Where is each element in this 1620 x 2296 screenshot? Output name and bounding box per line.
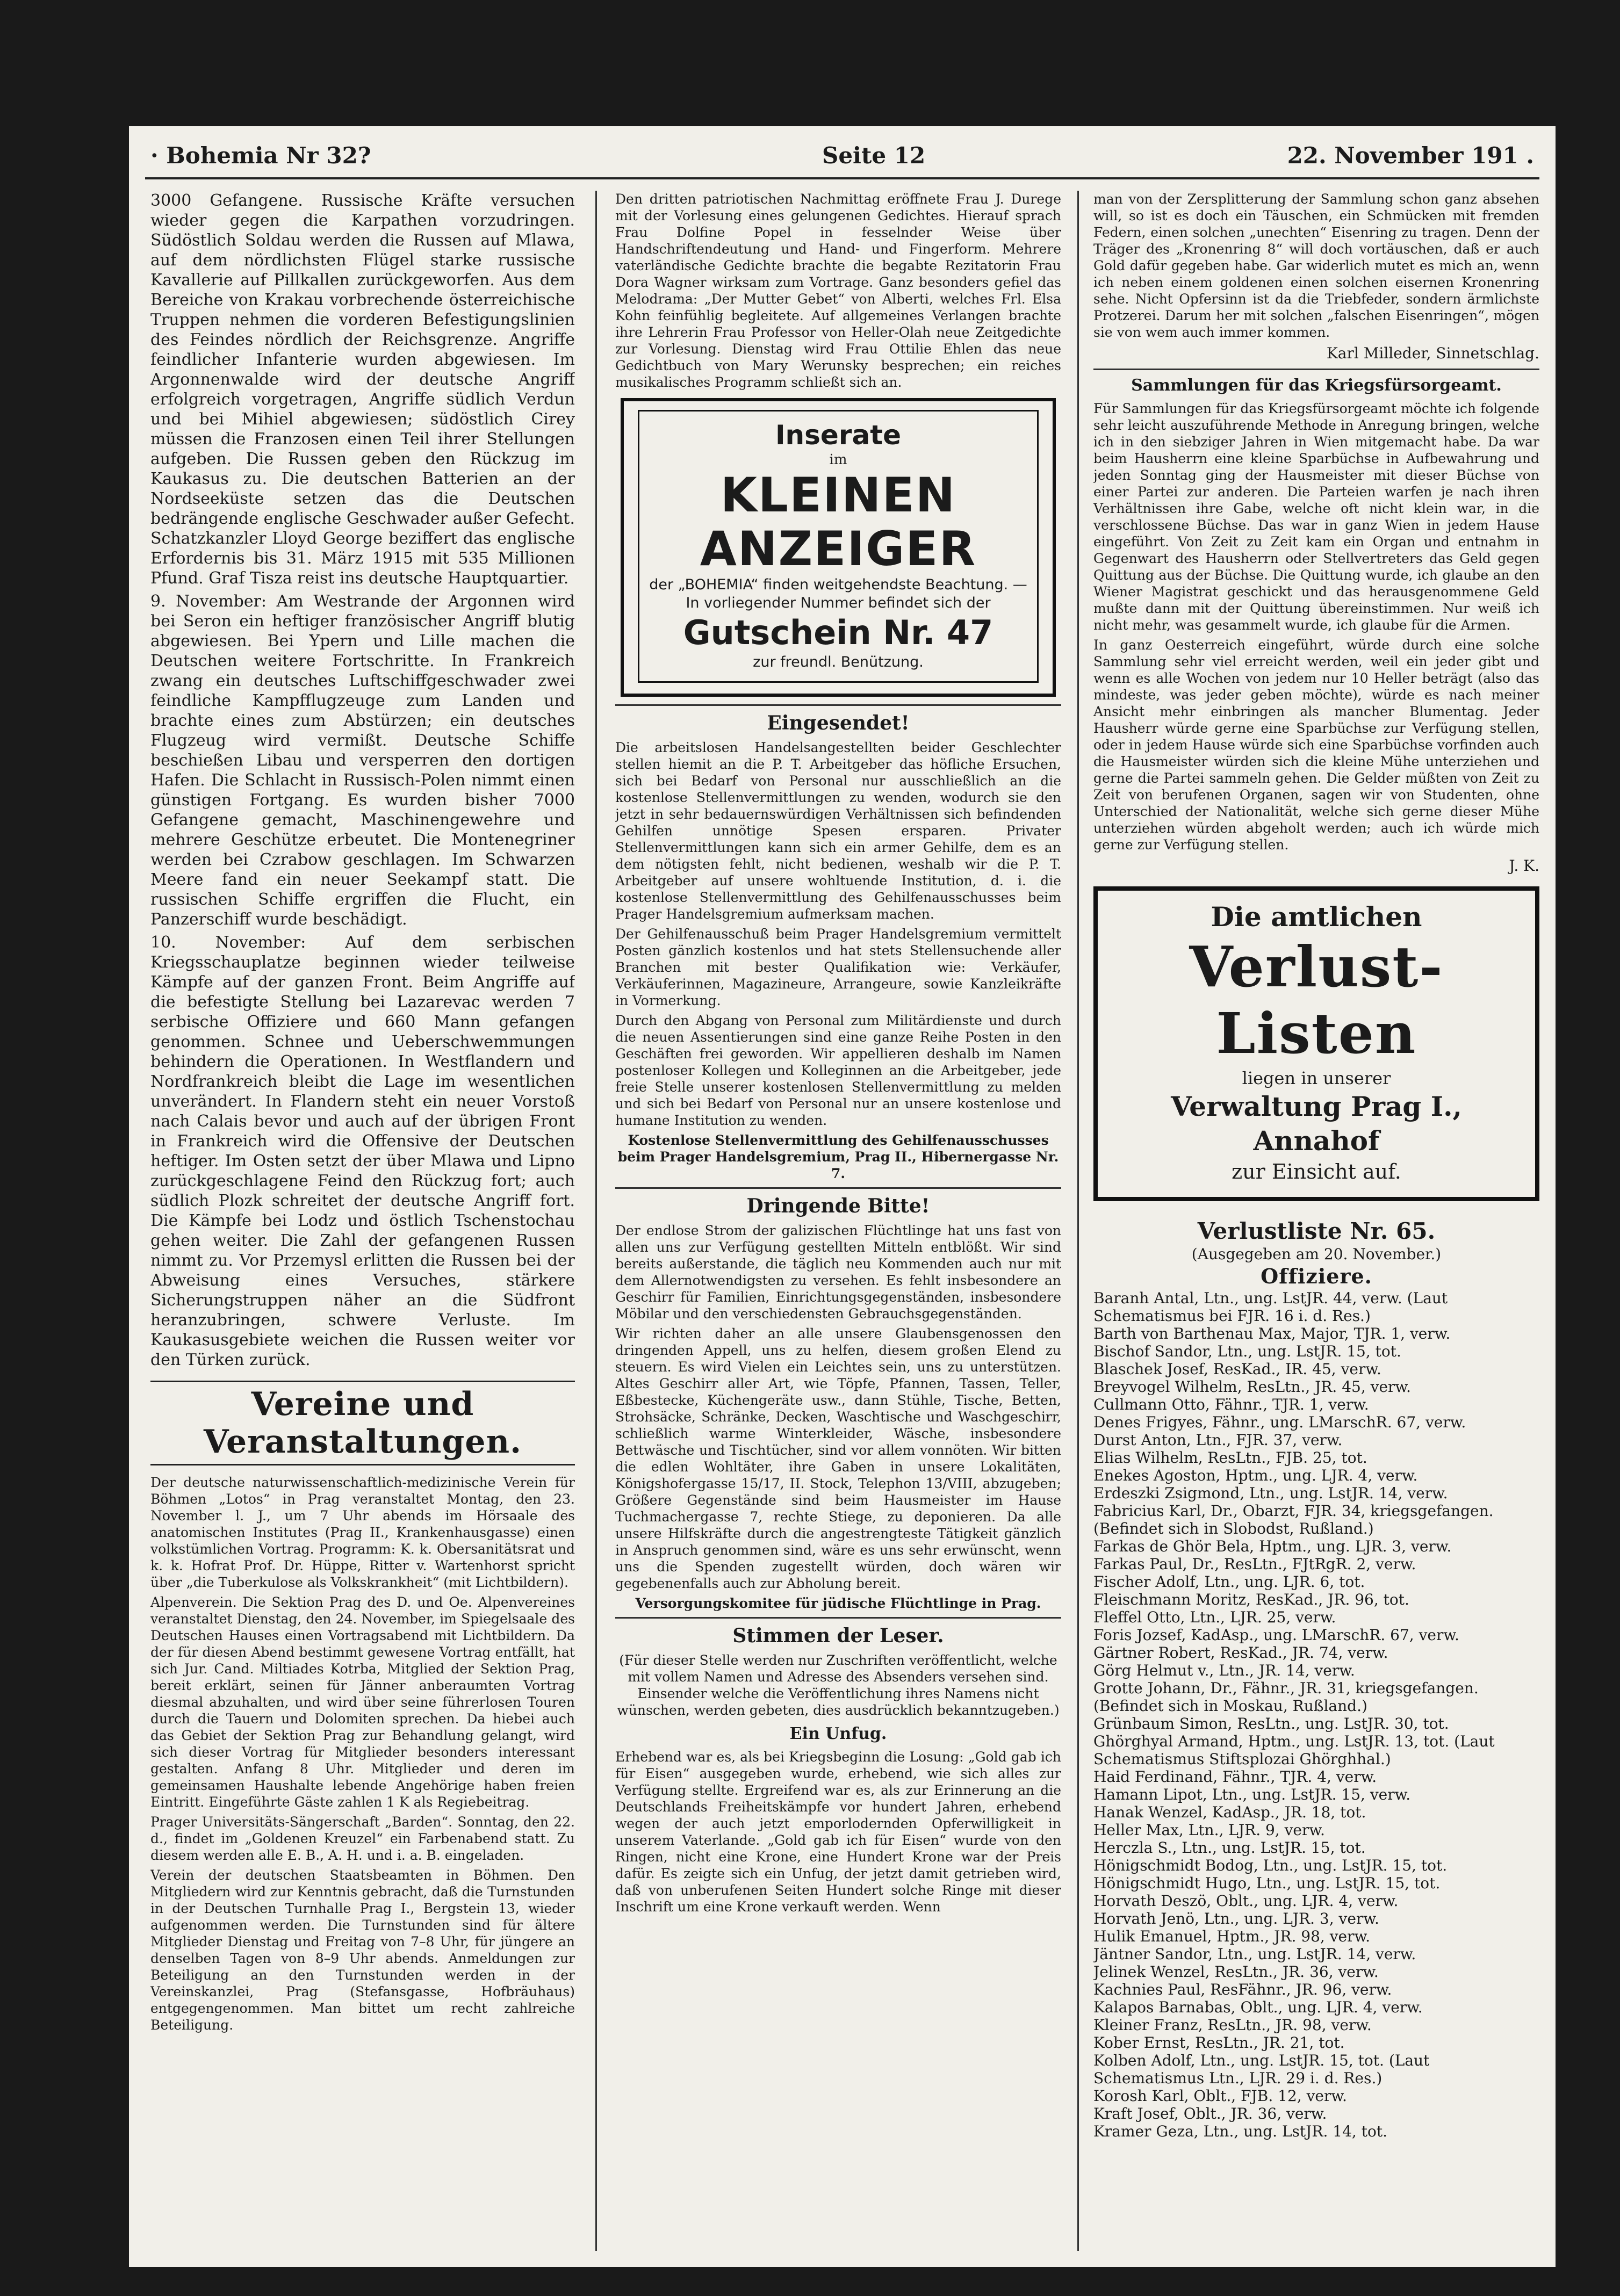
article-signature: Kostenlose Stellenvermittlung des Gehilfenausschusses beim Prager Handelsgremium, Prag II., Hibernergasse Nr. 7. <box>617 1132 1059 1181</box>
ad-title: KLEINEN ANZEIGER <box>700 467 977 576</box>
club-notice: Prager Universitäts-Sängerschaft „Barden“. Sonntag, den 22. d., findet im „Goldenen Kreuzel“ ein Farbenabend statt. Zu diesem werden alle E. B., A. H. und i. a. B. eingeladen. <box>150 1814 575 1863</box>
casualty-list <box>1093 1289 1539 2140</box>
article-paragraph: man von der Zersplitterung der Sammlung schon ganz absehen will, so ist es doch ein Täuschen, ein Schmücken mit fremden Federn, einen solchen „unechten“ Eisenring zu tragen. Denn der Träger des „Kronenring 8“ will doch vortäuschen, daß er auch Gold dafür gegeben habe. Gar widerlich mutet es mich an, wenn ich neben einem goldenen einen solchen eisernen Kronenring sehe. Nicht Opfersinn ist da die Triebfeder, sondern ärmlichste Protzerei. Darum her mit solchen „falschen Eisenringen“, mögen sie von wem auch immer kommen. <box>1093 191 1539 340</box>
list-item: Fleischmann Moritz, ResKad., JR. 96, tot. <box>1093 1591 1409 1608</box>
list-item: Barth von Barthenau Max, Major, TJR. 1, verw. <box>1093 1325 1451 1342</box>
list-item: Grünbaum Simon, ResLtn., ung. LstJR. 30, tot. <box>1093 1715 1449 1732</box>
classified-ad <box>621 398 1056 697</box>
article-paragraph: Den dritten patriotischen Nachmittag eröffnete Frau J. Durege mit der Vorlesung eines gelungenen Gedichtes. Hierauf sprach Frau Dolfine Popel in fesselnder Weise über Handschriftendeutung und Hand- und Fingerform. Mehrere vaterländische Gedichte brachte die begabte Rezitatorin Frau Dora Wagner wirksam zum Vortrage. Ganz besonders gefiel das Melodrama: „Der Mutter Gebet“ von Alberti, welches Frl. Elsa Kohn feinfühlig begleitete. Auf allgemeines Verlangen brachte ihre Lehrerin Frau Professor von Heller-Olah neue Zeitgedichte zur Vorlesung. Dienstag wird Frau Ottilie Ehlen das neue Gedichtbuch von Mary Werunsky besprechen; ein reiches musikalisches Programm schließt sich an. <box>615 191 1061 390</box>
article-signature: Karl Milleder, Sinnetschlag. <box>1326 344 1539 362</box>
club-notice: Der deutsche naturwissenschaftlich-medizinische Verein für Böhmen „Lotos“ in Prag veranstaltet Montag, den 23. November l. J., um 7 Uhr abends im Hörsaale des anatomischen Institutes (Prag II., Krankenhausgasse) einen volkstümlichen Vortrag. Programm: K. k. Obersanitätsrat und k. k. Hofrat Prof. Dr. Hüppe, Ritter v. Wartenhorst spricht über „die Tuberkulose als Volkskrankheit“ (mit Lichtbildern). <box>150 1475 575 1590</box>
section-title: Vereine und Veranstaltungen. <box>150 1381 575 1465</box>
ad-text: liegen in unserer <box>1242 1068 1391 1088</box>
divider <box>615 1187 1061 1189</box>
article-paragraph: Der Gehilfenausschuß beim Prager Handelsgremium vermittelt Posten gänzlich kostenlos und hat stets Stellensuchende aller Branchen mit bester Qualifikation wie: Verkäufer, Verkäuferinnen, Magazineure, Arrangeure, sowie Kanzleikräfte in Vormerkung. <box>615 926 1061 1008</box>
list-item: Hanak Wenzel, KadAsp., JR. 18, tot. <box>1093 1803 1366 1821</box>
ad-title: Verlust-Listen <box>1189 934 1444 1066</box>
list-item: Fleffel Otto, Ltn., LJR. 25, verw. <box>1093 1608 1336 1626</box>
editor-note: (Für dieser Stelle werden nur Zuschriften veröffentlicht, welche mit vollem Namen und Adresse des Absenders versehen sind. Einsender welche die Veröffentlichung ihres Namens nicht wünschen, werden gebeten, dies ausdrücklich bekanntzugeben.) <box>617 1652 1060 1718</box>
ad-text: Verwaltung Prag I., Annahof <box>1171 1091 1462 1157</box>
club-notice: Verein der deutschen Staatsbeamten in Böhmen. Den Mitgliedern wird zur Kenntnis gebracht, daß die Turnstunden in der Deutschen Turnhalle Prag I., Bergstein 13, wieder aufgenommen werden. Die Turnstunden sind für ältere Mitglieder Dienstag und Freitag von 7–8 Uhr, für jüngere an denselben Tagen von 8–9 Uhr abends. Anmeldungen zur Beteiligung an den Turnstunden werden in der Vereinskanzlei, Prag (Stefansgasse, Hofbräuhaus) entgegengenommen. Man bittet um recht zahlreiche Beteiligung. <box>150 1867 575 2033</box>
list-item: Herczla S., Ltn., ung. LstJR. 15, tot. <box>1093 1839 1366 1857</box>
casualty-list-date: (Ausgegeben am 20. November.) <box>1191 1245 1442 1263</box>
article-paragraph: In ganz Oesterreich eingeführt, würde durch eine solche Sammlung sehr viel erreicht werden, weil ein jeder gibt und wenn es alle Wochen von jedem nur 10 Heller beträgt (also das mindeste, was jeder geben möchte), würde es nach meiner Ansicht mehr einbringen als mancher Blumentag. Jeder Hausherr würde gerne eine Sparbüchse zur Verfügung stellen, oder in jedem Hause würde sich eine Sparbüchse vorfinden auch die Hausmeister würden sich die kleine Mühe unterziehen und gerne die Partei sammeln gehen. Die Gelder müßten von Zeit zu Zeit von berufenen Organen, sagen wir von Studenten, ohne Unterschied der Nationalität, welche sich gerne dieser Mühe unterziehen würden abgeholt werden; auch ich würde mich gerne zur Verfügung stellen. <box>1093 637 1539 853</box>
issue-label: · Bohemia Nr 32? <box>150 142 371 169</box>
list-item: Kalapos Barnabas, Oblt., ung. LJR. 4, verw. <box>1093 1998 1423 2016</box>
list-item: Kramer Geza, Ltn., ung. LstJR. 14, tot. <box>1093 2122 1387 2140</box>
list-item: Horvath Jenö, Ltn., ung. LJR. 3, verw. <box>1093 1910 1379 1927</box>
section-title: Eingesendet! <box>767 712 910 734</box>
ad-text: zur Einsicht auf. <box>1232 1160 1401 1183</box>
list-item: Kober Ernst, ResLtn., JR. 21, tot. <box>1093 2034 1345 2052</box>
article-paragraph: Durch den Abgang von Personal zum Militärdienste und durch die neuen Assentierungen sind eine ganze Reihe Posten in den Geschäften frei geworden. Wir appellieren deshalb im Namen postenloser Kollegen und Kolleginnen an die Arbeitgeber, jede freie Stelle unserer kostenlosen Stellenvermittlung zu melden und sich bei Bedarf von Personal nur an unsere kostenlose und humane Institution zu wenden. <box>615 1013 1061 1128</box>
club-notice: Alpenverein. Die Sektion Prag des D. und Oe. Alpenvereines veranstaltet Dienstag, den 24. November, im Spiegelsaale des Deutschen Hauses einen Vortragsabend mit Lichtbildern. Da der für diesen Abend bestimmt gewesene Vortrag entfällt, hat sich Jur. Cand. Miltiades Kotrba, Mitglied der Sektion Prag, bereit erklärt, seinen für Jänner anberaumten Vortrag diesmal abzuhalten, und wird über seine führerlosen Touren durch die Tauern und Dolomiten sprechen. Da hiebei auch das Gebiet der Sektion Prag zur Behandlung gelangt, wird sich dieser Vortrag für Mitglieder besonders interessant gestalten. Anfang 8 Uhr. Mitglieder und deren im gemeinsamen Haushalte lebende Angehörige haben freien Eintritt. Eingeführte Gäste zahlen 1 K als Regiebeitrag. <box>150 1594 575 1810</box>
list-item: Fabricius Karl, Dr., Obarzt, FJR. 34, kriegsgefangen. (Befindet sich in Slobodst, Rußland.) <box>1093 1502 1494 1537</box>
news-paragraph: 3000 Gefangene. Russische Kräfte versuchen wieder gegen die Karpathen vorzudringen. Südöstlich Soldau werden die Russen auf Mlawa, auf dem nördlichsten Flügel starke russische Kavallerie auf Pillkallen zurückgeworfen. Aus dem Bereiche von Krakau vorbrechende österreichische Truppen nehmen die vorderen Befestigungslinien des Feindes nördlich der Reichsgrenze. Angriffe feindlicher Infanterie wurden abgewiesen. Im Argonnenwalde wird der deutsche Angriff erfolgreich vorgetragen, Angriffe südlich Verdun und bei Mihiel abgewiesen; südöstlich Cirey müssen die Franzosen einen Teil ihrer Stellungen aufgeben. Die Russen geben den Rückzug im Kaukasus zu. Die deutschen Batterien an der Nordseeküste setzen das die Deutschen bedrängende englische Geschwader außer Gefecht. Schatzkanzler Lloyd George beziffert das englische Erfordernis bis 31. März 1915 mit 535 Millionen Pfund. Graf Tisza reist ins deutsche Hauptquartier. <box>150 191 575 588</box>
article-paragraph: Wir richten daher an alle unsere Glaubensgenossen den dringenden Appell, uns zu helfen, diesem großen Elend zu steuern. Es wird Vielen ein Leichtes sein, uns zu unterstützen. Altes Geschirr aller Art, wie Töpfe, Pfannen, Tassen, Teller, Eßbestecke, Küchengeräte usw., dann Stühle, Tische, Betten, Strohsäcke, Schränke, Decken, Waschtische und Waschgeschirr, schließlich warme Winterkleider, Wäsche, insbesondere Bettwäsche und Tischtücher, sind vor allem vonnöten. Wir bitten die edlen Wohltäter, ihre Gaben in unsere Lokalitäten, Königshofergasse 15/17, II. Stock, Telephon 13/VIII, abzugeben; Größere Gegenstände sind beim Hausmeister im Hause Tuchmachergasse 7, rechte Stiege, zu deponieren. Da alle unsere Hilfskräfte durch die angestrengteste Tätigkeit gänzlich in Anspruch genommen sind, wäre es uns sehr erwünscht, wenn uns die Spenden zugestellt würden, doch wären wir gegebenenfalls auch zur Abholung bereit. <box>615 1326 1061 1591</box>
column-1 <box>150 191 575 2256</box>
list-item: Fischer Adolf, Ltn., ung. LJR. 6, tot. <box>1093 1573 1365 1591</box>
article-paragraph: Der endlose Strom der galizischen Flüchtlinge hat uns fast von allen uns zur Verfügung gestellten Mitteln entblößt. Wir sind bereits außerstande, die täglich neu Kommenden auch nur mit dem Allernotwendigsten zu versehen. Es fehlt insbesondere an Geschirr für Familien, Einrichtungsgegenständen, insbesondere Möbilar und den verschiedensten Gebrauchsgegenständen. <box>615 1223 1061 1322</box>
divider <box>615 1617 1061 1619</box>
page-header <box>150 137 1534 175</box>
section-title: Stimmen der Leser. <box>732 1624 944 1647</box>
list-item: Cullmann Otto, Fähnr., TJR. 1, verw. <box>1093 1396 1369 1413</box>
ad-text: zur freundl. Benützung. <box>753 654 924 670</box>
article-paragraph: Erhebend war es, als bei Kriegsbeginn die Losung: „Gold gab ich für Eisen“ ausgegeben wurde, erhebend, wie sich alles zur Verfügung stellte. Ergreifend war es, als zur Erinnerung an die Deutschlands Freiheitskämpfe vor hundert Jahren, erhebend wegen der auch jetzt emporlodernden Opferwilligkeit in unserem Vaterlande. „Gold gab ich für Eisen“ wurde von den Ringen, nicht eine Krone, eine Hundert Krone war der Preis dafür. Es zeigte sich ein Unfug, der jetzt damit getrieben wird, daß von unberufenen Seiten Hundert solche Ringe mit dieser Inschrift um eine Krone verkauft werden. Wenn <box>615 1749 1061 1915</box>
list-item: Kachnies Paul, ResFähnr., JR. 96, verw. <box>1093 1981 1392 1998</box>
article-signature: J. K. <box>1509 857 1539 875</box>
list-item: Hönigschmidt Bodog, Ltn., ung. LstJR. 15, tot. <box>1093 1857 1448 1874</box>
list-item: Görg Helmut v., Ltn., JR. 14, verw. <box>1093 1662 1355 1679</box>
list-item: Hamann Lipot, Ltn., ung. LstJR. 15, verw. <box>1093 1786 1411 1803</box>
list-item: Hulik Emanuel, Hptm., JR. 98, verw. <box>1093 1927 1371 1945</box>
column-divider <box>595 191 597 2251</box>
list-item: Jelinek Wenzel, ResLtn., JR. 36, verw. <box>1093 1963 1379 1981</box>
casualty-list-title: Verlustliste Nr. 65. <box>1197 1218 1436 1244</box>
list-item: Baranh Antal, Ltn., ung. LstJR. 44, verw. (Laut Schematismus bei FJR. 16 i. d. Res.) <box>1093 1289 1448 1325</box>
divider <box>1093 369 1539 370</box>
list-item: Durst Anton, Ltn., FJR. 37, verw. <box>1093 1431 1343 1449</box>
subsection-title: Ein Unfug. <box>789 1724 887 1743</box>
divider <box>615 704 1061 706</box>
list-item: Denes Frigyes, Fähnr., ung. LMarschR. 67, verw. <box>1093 1413 1466 1431</box>
list-item: Breyvogel Wilhelm, ResLtn., JR. 45, verw. <box>1093 1378 1411 1396</box>
list-item: Foris Jozsef, KadAsp., ung. LMarschR. 67, verw. <box>1093 1626 1459 1644</box>
list-item: Ghörghyal Armand, Hptm., ung. LstJR. 13, tot. (Laut Schematismus Stiftsplozai Ghörghhal.) <box>1093 1732 1495 1768</box>
list-item: Kleiner Franz, ResLtn., JR. 98, verw. <box>1093 2016 1372 2034</box>
list-item: Enekes Agoston, Hptm., ung. LJR. 4, verw. <box>1093 1467 1418 1484</box>
newspaper-page <box>129 126 1556 2267</box>
ad-heading: Inserate <box>775 420 902 451</box>
list-item: Jäntner Sandor, Ltn., ung. LstJR. 14, verw. <box>1093 1945 1416 1963</box>
list-item: Kraft Josef, Oblt., JR. 36, verw. <box>1093 2105 1327 2122</box>
list-item: Farkas Paul, Dr., ResLtn., FJtRgR. 2, verw. <box>1093 1555 1416 1573</box>
section-title: Sammlungen für das Kriegsfürsorgeamt. <box>1131 376 1502 395</box>
column-2 <box>615 191 1061 2256</box>
ad-heading: Die amtlichen <box>1211 901 1422 933</box>
ad-text: im <box>829 452 847 468</box>
list-item: Erdeszki Zsigmond, Ltn., ung. LstJR. 14, verw. <box>1093 1484 1448 1502</box>
list-item: Haid Ferdinand, Fähnr., TJR. 4, verw. <box>1093 1768 1377 1786</box>
list-item: Farkas de Ghör Bela, Hptm., ung. LJR. 3, verw. <box>1093 1537 1452 1555</box>
casualty-list-ad <box>1093 886 1539 1201</box>
list-item: Hönigschmidt Hugo, Ltn., ung. LstJR. 15, tot. <box>1093 1874 1441 1892</box>
column-3 <box>1093 191 1539 2256</box>
section-title: Dringende Bitte! <box>746 1195 930 1217</box>
article-paragraph: Für Sammlungen für das Kriegsfürsorgeamt möchte ich folgende sehr leicht auszuführende Methode in Anregung bringen, welche ich in den siebziger Jahren in Wien mitgemacht habe. Da war beim Hausherrn eine kleine Sparbüchse in Aufbewahrung und jeden Sonntag ging der Hausmeister mit dieser Büchse von einer Partei zur anderen. Die Parteien warfen je nach ihren Verhältnissen ihre Gabe, welche oft nicht klein war, in die verschlossene Büchse. Das war in ganz Wien in jedem Hause eingeführt. Von Zeit zu Zeit kam ein Organ und entnahm in Gegenwart des Hausherrn oder Stellvertreters das Geld gegen Quittung aus der Büchse. Die Quittung wurde, ich glaube an den Wiener Magistrat geschickt und das herausgenommene Geld mußte dann mit der Quittung übereinstimmen. Nur weiß ich nicht mehr, was gesammelt wurde, ich glaube für die Armen. <box>1093 401 1539 633</box>
article-paragraph: Die arbeitslosen Handelsangestellten beider Geschlechter stellen hiemit an die P. T. Arbeitgeber das höfliche Ersuchen, sich bei Bedarf von Personal nur ausschließlich an die kostenlose Stellenvermittlungen zu wenden, wodurch sie den jetzt in sehr bedauernswürdigen Verhältnissen sich befindenden Gehilfen unnötige Spesen ersparen. Privater Stellenvermittlungen kann sich ein armer Gehilfe, dem es an dem nötigsten fehlt, nicht bedienen, weshalb wir die P. T. Arbeitgeber auf unsere wohltuende Institution, d. i. die kostenlose Stellenvermittlung des Gehilfenausschusses beim Prager Handelsgremium aufmerksam machen. <box>615 740 1061 922</box>
list-item: Kolben Adolf, Ltn., ung. LstJR. 15, tot. (Laut Schematismus Ltn., LJR. 29 i. d. Res.) <box>1093 2052 1430 2087</box>
list-item: Gärtner Robert, ResKad., JR. 74, verw. <box>1093 1644 1388 1662</box>
list-item: Blaschek Josef, ResKad., IR. 45, verw. <box>1093 1360 1381 1378</box>
casualty-category: Offiziere. <box>1261 1264 1372 1288</box>
ad-text: der „BOHEMIA“ finden weitgehendste Beachtung. — In vorliegender Nummer befindet sich der <box>649 576 1027 611</box>
list-item: Horvath Deszö, Oblt., ung. LJR. 4, verw. <box>1093 1892 1399 1910</box>
list-item: Korosh Karl, Oblt., FJB. 12, verw. <box>1093 2087 1347 2105</box>
issue-date: 22. November 191 . <box>1287 142 1534 169</box>
list-item: Elias Wilhelm, ResLtn., FJB. 25, tot. <box>1093 1449 1367 1467</box>
news-paragraph: 9. November: Am Westrande der Argonnen wird bei Seron ein heftiger französischer Angriff blutig abgewiesen. Bei Ypern und Lille machen die Deutschen weitere Fortschritte. In Frankreich zwang ein deutsches Luftschiffgeschwader zwei feindliche Kampfflugzeuge zum Landen und brachte eines zum Abstürzen; ein deutsches Flugzeug wird vermißt. Deutsche Schiffe beschießen Libau und versperren den dortigen Hafen. Die Schlacht in Russisch-Polen nimmt einen günstigen Fortgang. Es wurden bisher 7000 Gefangene gemacht, Maschinengewehre und mehrere Geschütze erbeutet. Die Montenegriner werden bei Czrabow geschlagen. Im Schwarzen Meere fand ein neuer Seekampf statt. Die russischen Schiffe ergriffen die Flucht, ein Panzerschiff wurde beschädigt. <box>150 592 575 929</box>
list-item: Heller Max, Ltn., LJR. 9, verw. <box>1093 1821 1325 1839</box>
list-item: Bischof Sandor, Ltn., ung. LstJR. 15, tot. <box>1093 1342 1401 1360</box>
article-signature: Versorgungskomitee für jüdische Flüchtlinge in Prag. <box>635 1595 1041 1611</box>
page-number: Seite 12 <box>822 142 926 169</box>
ad-coupon: Gutschein Nr. 47 <box>683 613 993 652</box>
column-divider <box>1077 191 1079 2251</box>
news-paragraph: 10. November: Auf dem serbischen Kriegsschauplatze beginnen wieder teilweise Kämpfe auf der ganzen Front. Beim Angriffe auf die befestigte Stellung bei Lazarevac werden 7 serbische Offiziere und 660 Mann gefangen genommen. Schnee und Ueberschwemmungen behindern die Operationen. In Westflandern und Nordfrankreich bleibt die Lage im wesentlichen unverändert. In Flandern steht ein neuer Vorstoß nach Calais bevor und auch auf der übrigen Front in Frankreich wird die Offensive der Deutschen heftiger. Im Osten setzt der über Mlawa und Lipno zurückgeschlagene Feind den Rückzug fort; auch südlich Plozk schreitet der deutsche Angriff fort. Die Kämpfe bei Lodz und östlich Tschenstochau gehen weiter. Die Zahl der gefangenen Russen nimmt zu. Vor Przemysl erlitten die Russen bei der Abweisung eines Versuches, stärkere Sicherungstruppen näher an die Südfront heranzubringen, schwere Verluste. Im Kaukasusgebiete weichen die Russen weiter vor den Türken zurück. <box>150 933 575 1369</box>
header-rule <box>145 177 1539 179</box>
list-item: Grotte Johann, Dr., Fähnr., JR. 31, kriegsgefangen. (Befindet sich in Moskau, Rußland.) <box>1093 1679 1479 1715</box>
